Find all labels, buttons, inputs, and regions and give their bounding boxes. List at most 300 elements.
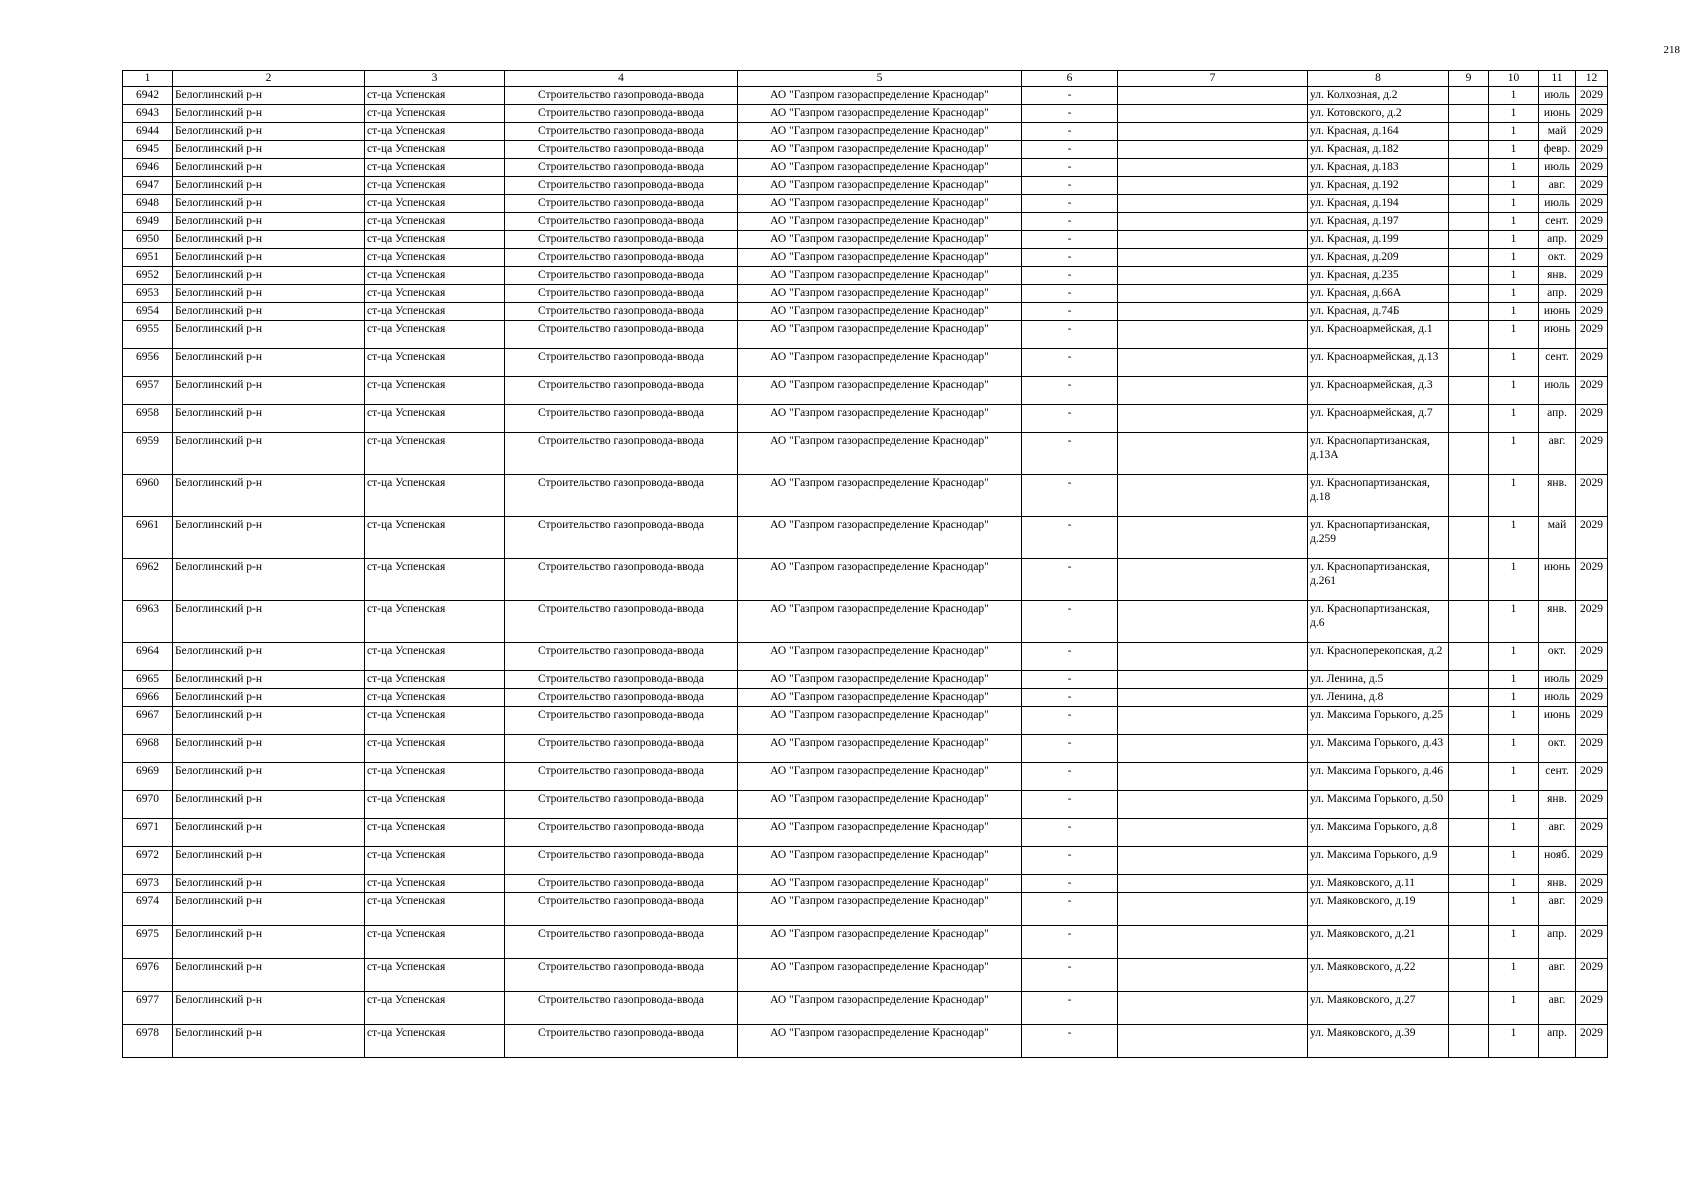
settlement-cell: ст-ца Успенская bbox=[365, 517, 505, 559]
work-type-cell: Строительство газопровода-ввода bbox=[505, 819, 738, 847]
quantity-cell: 1 bbox=[1489, 992, 1539, 1025]
address-cell: ул. Ленина, д.8 bbox=[1308, 689, 1449, 707]
settlement-cell: ст-ца Успенская bbox=[365, 689, 505, 707]
work-type-cell: Строительство газопровода-ввода bbox=[505, 926, 738, 959]
column-6-cell: - bbox=[1022, 87, 1118, 105]
row-number: 6962 bbox=[123, 559, 173, 601]
work-type-cell: Строительство газопровода-ввода bbox=[505, 141, 738, 159]
month-cell: сент. bbox=[1539, 763, 1576, 791]
address-cell: ул. Максима Горького, д.43 bbox=[1308, 735, 1449, 763]
organization-cell: АО "Газпром газораспределение Краснодар" bbox=[738, 992, 1022, 1025]
work-type-cell: Строительство газопровода-ввода bbox=[505, 893, 738, 926]
organization-cell: АО "Газпром газораспределение Краснодар" bbox=[738, 303, 1022, 321]
table-row bbox=[123, 267, 1608, 285]
year-cell: 2029 bbox=[1576, 249, 1608, 267]
settlement-cell: ст-ца Успенская bbox=[365, 959, 505, 992]
organization-cell: АО "Газпром газораспределение Краснодар" bbox=[738, 875, 1022, 893]
column-9-cell bbox=[1449, 992, 1489, 1025]
table-row bbox=[123, 249, 1608, 267]
column-7-cell bbox=[1118, 847, 1308, 875]
quantity-cell: 1 bbox=[1489, 349, 1539, 377]
settlement-cell: ст-ца Успенская bbox=[365, 141, 505, 159]
column-6-cell: - bbox=[1022, 349, 1118, 377]
organization-cell: АО "Газпром газораспределение Краснодар" bbox=[738, 893, 1022, 926]
district-cell: Белоглинский р-н bbox=[173, 959, 365, 992]
column-9-cell bbox=[1449, 707, 1489, 735]
row-number: 6954 bbox=[123, 303, 173, 321]
column-9-cell bbox=[1449, 559, 1489, 601]
row-number: 6942 bbox=[123, 87, 173, 105]
settlement-cell: ст-ца Успенская bbox=[365, 349, 505, 377]
column-7-cell bbox=[1118, 1025, 1308, 1058]
year-cell: 2029 bbox=[1576, 303, 1608, 321]
table-row bbox=[123, 177, 1608, 195]
column-9-cell bbox=[1449, 303, 1489, 321]
month-cell: авг. bbox=[1539, 177, 1576, 195]
quantity-cell: 1 bbox=[1489, 893, 1539, 926]
column-7-cell bbox=[1118, 671, 1308, 689]
column-9-cell bbox=[1449, 689, 1489, 707]
quantity-cell: 1 bbox=[1489, 689, 1539, 707]
work-type-cell: Строительство газопровода-ввода bbox=[505, 875, 738, 893]
row-number: 6974 bbox=[123, 893, 173, 926]
settlement-cell: ст-ца Успенская bbox=[365, 643, 505, 671]
month-cell: июль bbox=[1539, 377, 1576, 405]
row-number: 6956 bbox=[123, 349, 173, 377]
column-7-cell bbox=[1118, 231, 1308, 249]
year-cell: 2029 bbox=[1576, 559, 1608, 601]
table-row bbox=[123, 559, 1608, 601]
table-row bbox=[123, 213, 1608, 231]
district-cell: Белоглинский р-н bbox=[173, 231, 365, 249]
month-cell: май bbox=[1539, 517, 1576, 559]
column-9-cell bbox=[1449, 875, 1489, 893]
column-7-cell bbox=[1118, 303, 1308, 321]
row-number: 6967 bbox=[123, 707, 173, 735]
column-6-cell: - bbox=[1022, 735, 1118, 763]
year-cell: 2029 bbox=[1576, 159, 1608, 177]
year-cell: 2029 bbox=[1576, 671, 1608, 689]
organization-cell: АО "Газпром газораспределение Краснодар" bbox=[738, 195, 1022, 213]
column-6-cell: - bbox=[1022, 992, 1118, 1025]
row-number: 6963 bbox=[123, 601, 173, 643]
work-type-cell: Строительство газопровода-ввода bbox=[505, 959, 738, 992]
organization-cell: АО "Газпром газораспределение Краснодар" bbox=[738, 267, 1022, 285]
column-header: 1 bbox=[123, 71, 173, 87]
column-header: 10 bbox=[1489, 71, 1539, 87]
district-cell: Белоглинский р-н bbox=[173, 475, 365, 517]
district-cell: Белоглинский р-н bbox=[173, 285, 365, 303]
district-cell: Белоглинский р-н bbox=[173, 141, 365, 159]
organization-cell: АО "Газпром газораспределение Краснодар" bbox=[738, 321, 1022, 349]
column-7-cell bbox=[1118, 819, 1308, 847]
row-number: 6943 bbox=[123, 105, 173, 123]
district-cell: Белоглинский р-н bbox=[173, 643, 365, 671]
table-row bbox=[123, 671, 1608, 689]
district-cell: Белоглинский р-н bbox=[173, 517, 365, 559]
work-type-cell: Строительство газопровода-ввода bbox=[505, 601, 738, 643]
column-header: 8 bbox=[1308, 71, 1449, 87]
table-row bbox=[123, 763, 1608, 791]
settlement-cell: ст-ца Успенская bbox=[365, 893, 505, 926]
settlement-cell: ст-ца Успенская bbox=[365, 159, 505, 177]
column-6-cell: - bbox=[1022, 959, 1118, 992]
quantity-cell: 1 bbox=[1489, 559, 1539, 601]
column-7-cell bbox=[1118, 123, 1308, 141]
column-header: 3 bbox=[365, 71, 505, 87]
row-number: 6975 bbox=[123, 926, 173, 959]
column-9-cell bbox=[1449, 671, 1489, 689]
column-9-cell bbox=[1449, 349, 1489, 377]
column-9-cell bbox=[1449, 159, 1489, 177]
column-6-cell: - bbox=[1022, 123, 1118, 141]
table-row bbox=[123, 377, 1608, 405]
year-cell: 2029 bbox=[1576, 213, 1608, 231]
quantity-cell: 1 bbox=[1489, 231, 1539, 249]
year-cell: 2029 bbox=[1576, 321, 1608, 349]
address-cell: ул. Маяковского, д.11 bbox=[1308, 875, 1449, 893]
settlement-cell: ст-ца Успенская bbox=[365, 249, 505, 267]
work-type-cell: Строительство газопровода-ввода bbox=[505, 159, 738, 177]
organization-cell: АО "Газпром газораспределение Краснодар" bbox=[738, 926, 1022, 959]
district-cell: Белоглинский р-н bbox=[173, 377, 365, 405]
column-7-cell bbox=[1118, 321, 1308, 349]
organization-cell: АО "Газпром газораспределение Краснодар" bbox=[738, 285, 1022, 303]
year-cell: 2029 bbox=[1576, 177, 1608, 195]
month-cell: июнь bbox=[1539, 559, 1576, 601]
table-row bbox=[123, 819, 1608, 847]
quantity-cell: 1 bbox=[1489, 321, 1539, 349]
year-cell: 2029 bbox=[1576, 847, 1608, 875]
address-cell: ул. Маяковского, д.21 bbox=[1308, 926, 1449, 959]
address-cell: ул. Красноармейская, д.7 bbox=[1308, 405, 1449, 433]
column-7-cell bbox=[1118, 763, 1308, 791]
quantity-cell: 1 bbox=[1489, 123, 1539, 141]
table-row bbox=[123, 517, 1608, 559]
district-cell: Белоглинский р-н bbox=[173, 405, 365, 433]
row-number: 6965 bbox=[123, 671, 173, 689]
column-9-cell bbox=[1449, 377, 1489, 405]
year-cell: 2029 bbox=[1576, 735, 1608, 763]
row-number: 6970 bbox=[123, 791, 173, 819]
table-row bbox=[123, 87, 1608, 105]
row-number: 6973 bbox=[123, 875, 173, 893]
month-cell: янв. bbox=[1539, 875, 1576, 893]
quantity-cell: 1 bbox=[1489, 847, 1539, 875]
column-9-cell bbox=[1449, 249, 1489, 267]
row-number: 6950 bbox=[123, 231, 173, 249]
organization-cell: АО "Газпром газораспределение Краснодар" bbox=[738, 559, 1022, 601]
column-6-cell: - bbox=[1022, 141, 1118, 159]
table-row bbox=[123, 791, 1608, 819]
table-row bbox=[123, 303, 1608, 321]
column-6-cell: - bbox=[1022, 405, 1118, 433]
organization-cell: АО "Газпром газораспределение Краснодар" bbox=[738, 959, 1022, 992]
month-cell: апр. bbox=[1539, 405, 1576, 433]
settlement-cell: ст-ца Успенская bbox=[365, 105, 505, 123]
column-header: 12 bbox=[1576, 71, 1608, 87]
column-6-cell: - bbox=[1022, 601, 1118, 643]
column-7-cell bbox=[1118, 643, 1308, 671]
column-6-cell: - bbox=[1022, 177, 1118, 195]
settlement-cell: ст-ца Успенская bbox=[365, 377, 505, 405]
column-7-cell bbox=[1118, 405, 1308, 433]
year-cell: 2029 bbox=[1576, 707, 1608, 735]
column-9-cell bbox=[1449, 87, 1489, 105]
settlement-cell: ст-ца Успенская bbox=[365, 819, 505, 847]
month-cell: июнь bbox=[1539, 303, 1576, 321]
column-9-cell bbox=[1449, 433, 1489, 475]
row-number: 6952 bbox=[123, 267, 173, 285]
work-type-cell: Строительство газопровода-ввода bbox=[505, 689, 738, 707]
table-row bbox=[123, 195, 1608, 213]
quantity-cell: 1 bbox=[1489, 671, 1539, 689]
month-cell: апр. bbox=[1539, 285, 1576, 303]
settlement-cell: ст-ца Успенская bbox=[365, 735, 505, 763]
address-cell: ул. Колхозная, д.2 bbox=[1308, 87, 1449, 105]
address-cell: ул. Красная, д.74Б bbox=[1308, 303, 1449, 321]
settlement-cell: ст-ца Успенская bbox=[365, 321, 505, 349]
column-9-cell bbox=[1449, 819, 1489, 847]
row-number: 6953 bbox=[123, 285, 173, 303]
settlement-cell: ст-ца Успенская bbox=[365, 671, 505, 689]
month-cell: май bbox=[1539, 123, 1576, 141]
quantity-cell: 1 bbox=[1489, 195, 1539, 213]
table-row bbox=[123, 231, 1608, 249]
column-7-cell bbox=[1118, 285, 1308, 303]
settlement-cell: ст-ца Успенская bbox=[365, 123, 505, 141]
column-9-cell bbox=[1449, 763, 1489, 791]
organization-cell: АО "Газпром газораспределение Краснодар" bbox=[738, 735, 1022, 763]
organization-cell: АО "Газпром газораспределение Краснодар" bbox=[738, 819, 1022, 847]
row-number: 6966 bbox=[123, 689, 173, 707]
row-number: 6968 bbox=[123, 735, 173, 763]
organization-cell: АО "Газпром газораспределение Краснодар" bbox=[738, 349, 1022, 377]
column-9-cell bbox=[1449, 517, 1489, 559]
district-cell: Белоглинский р-н bbox=[173, 213, 365, 231]
column-7-cell bbox=[1118, 141, 1308, 159]
work-type-cell: Строительство газопровода-ввода bbox=[505, 671, 738, 689]
organization-cell: АО "Газпром газораспределение Краснодар" bbox=[738, 689, 1022, 707]
organization-cell: АО "Газпром газораспределение Краснодар" bbox=[738, 159, 1022, 177]
column-9-cell bbox=[1449, 847, 1489, 875]
column-7-cell bbox=[1118, 213, 1308, 231]
quantity-cell: 1 bbox=[1489, 959, 1539, 992]
organization-cell: АО "Газпром газораспределение Краснодар" bbox=[738, 213, 1022, 231]
column-6-cell: - bbox=[1022, 689, 1118, 707]
year-cell: 2029 bbox=[1576, 105, 1608, 123]
column-7-cell bbox=[1118, 707, 1308, 735]
month-cell: апр. bbox=[1539, 926, 1576, 959]
organization-cell: АО "Газпром газораспределение Краснодар" bbox=[738, 1025, 1022, 1058]
settlement-cell: ст-ца Успенская bbox=[365, 213, 505, 231]
column-6-cell: - bbox=[1022, 847, 1118, 875]
quantity-cell: 1 bbox=[1489, 267, 1539, 285]
quantity-cell: 1 bbox=[1489, 303, 1539, 321]
settlement-cell: ст-ца Успенская bbox=[365, 303, 505, 321]
quantity-cell: 1 bbox=[1489, 405, 1539, 433]
month-cell: июнь bbox=[1539, 707, 1576, 735]
column-6-cell: - bbox=[1022, 303, 1118, 321]
year-cell: 2029 bbox=[1576, 763, 1608, 791]
organization-cell: АО "Газпром газораспределение Краснодар" bbox=[738, 791, 1022, 819]
quantity-cell: 1 bbox=[1489, 433, 1539, 475]
table-row bbox=[123, 601, 1608, 643]
column-6-cell: - bbox=[1022, 517, 1118, 559]
column-7-cell bbox=[1118, 992, 1308, 1025]
district-cell: Белоглинский р-н bbox=[173, 87, 365, 105]
organization-cell: АО "Газпром газораспределение Краснодар" bbox=[738, 517, 1022, 559]
month-cell: авг. bbox=[1539, 819, 1576, 847]
column-7-cell bbox=[1118, 177, 1308, 195]
page-number: 218 bbox=[1663, 44, 1680, 56]
month-cell: авг. bbox=[1539, 893, 1576, 926]
column-6-cell: - bbox=[1022, 791, 1118, 819]
column-6-cell: - bbox=[1022, 213, 1118, 231]
district-cell: Белоглинский р-н bbox=[173, 763, 365, 791]
quantity-cell: 1 bbox=[1489, 791, 1539, 819]
column-7-cell bbox=[1118, 559, 1308, 601]
column-9-cell bbox=[1449, 791, 1489, 819]
work-type-cell: Строительство газопровода-ввода bbox=[505, 267, 738, 285]
column-7-cell bbox=[1118, 377, 1308, 405]
address-cell: ул. Краснопартизанская, д.259 bbox=[1308, 517, 1449, 559]
address-cell: ул. Красноперекопская, д.2 bbox=[1308, 643, 1449, 671]
work-type-cell: Строительство газопровода-ввода bbox=[505, 559, 738, 601]
work-type-cell: Строительство газопровода-ввода bbox=[505, 763, 738, 791]
quantity-cell: 1 bbox=[1489, 377, 1539, 405]
column-9-cell bbox=[1449, 141, 1489, 159]
column-7-cell bbox=[1118, 349, 1308, 377]
column-7-cell bbox=[1118, 893, 1308, 926]
year-cell: 2029 bbox=[1576, 141, 1608, 159]
column-9-cell bbox=[1449, 475, 1489, 517]
quantity-cell: 1 bbox=[1489, 707, 1539, 735]
quantity-cell: 1 bbox=[1489, 87, 1539, 105]
work-type-cell: Строительство газопровода-ввода bbox=[505, 213, 738, 231]
quantity-cell: 1 bbox=[1489, 875, 1539, 893]
row-number: 6976 bbox=[123, 959, 173, 992]
column-header: 5 bbox=[738, 71, 1022, 87]
year-cell: 2029 bbox=[1576, 377, 1608, 405]
settlement-cell: ст-ца Успенская bbox=[365, 267, 505, 285]
quantity-cell: 1 bbox=[1489, 926, 1539, 959]
settlement-cell: ст-ца Успенская bbox=[365, 177, 505, 195]
district-cell: Белоглинский р-н bbox=[173, 875, 365, 893]
column-6-cell: - bbox=[1022, 231, 1118, 249]
district-cell: Белоглинский р-н bbox=[173, 349, 365, 377]
row-number: 6971 bbox=[123, 819, 173, 847]
column-header: 6 bbox=[1022, 71, 1118, 87]
row-number: 6977 bbox=[123, 992, 173, 1025]
column-9-cell bbox=[1449, 123, 1489, 141]
row-number: 6948 bbox=[123, 195, 173, 213]
year-cell: 2029 bbox=[1576, 601, 1608, 643]
organization-cell: АО "Газпром газораспределение Краснодар" bbox=[738, 87, 1022, 105]
settlement-cell: ст-ца Успенская bbox=[365, 763, 505, 791]
month-cell: февр. bbox=[1539, 141, 1576, 159]
column-6-cell: - bbox=[1022, 707, 1118, 735]
table-row bbox=[123, 643, 1608, 671]
organization-cell: АО "Газпром газораспределение Краснодар" bbox=[738, 847, 1022, 875]
address-cell: ул. Максима Горького, д.8 bbox=[1308, 819, 1449, 847]
organization-cell: АО "Газпром газораспределение Краснодар" bbox=[738, 601, 1022, 643]
column-9-cell bbox=[1449, 195, 1489, 213]
column-header: 9 bbox=[1449, 71, 1489, 87]
year-cell: 2029 bbox=[1576, 959, 1608, 992]
organization-cell: АО "Газпром газораспределение Краснодар" bbox=[738, 105, 1022, 123]
district-cell: Белоглинский р-н bbox=[173, 159, 365, 177]
settlement-cell: ст-ца Успенская bbox=[365, 992, 505, 1025]
work-type-cell: Строительство газопровода-ввода bbox=[505, 123, 738, 141]
year-cell: 2029 bbox=[1576, 433, 1608, 475]
column-6-cell: - bbox=[1022, 267, 1118, 285]
work-type-cell: Строительство газопровода-ввода bbox=[505, 285, 738, 303]
row-number: 6958 bbox=[123, 405, 173, 433]
settlement-cell: ст-ца Успенская bbox=[365, 433, 505, 475]
address-cell: ул. Красная, д.66А bbox=[1308, 285, 1449, 303]
address-cell: ул. Красная, д.197 bbox=[1308, 213, 1449, 231]
year-cell: 2029 bbox=[1576, 285, 1608, 303]
year-cell: 2029 bbox=[1576, 87, 1608, 105]
column-7-cell bbox=[1118, 195, 1308, 213]
address-cell: ул. Красноармейская, д.3 bbox=[1308, 377, 1449, 405]
address-cell: ул. Красная, д.235 bbox=[1308, 267, 1449, 285]
column-9-cell bbox=[1449, 321, 1489, 349]
organization-cell: АО "Газпром газораспределение Краснодар" bbox=[738, 671, 1022, 689]
column-7-cell bbox=[1118, 735, 1308, 763]
quantity-cell: 1 bbox=[1489, 177, 1539, 195]
column-header: 4 bbox=[505, 71, 738, 87]
table-row bbox=[123, 105, 1608, 123]
month-cell: сент. bbox=[1539, 213, 1576, 231]
column-7-cell bbox=[1118, 105, 1308, 123]
year-cell: 2029 bbox=[1576, 643, 1608, 671]
address-cell: ул. Красная, д.192 bbox=[1308, 177, 1449, 195]
column-9-cell bbox=[1449, 405, 1489, 433]
organization-cell: АО "Газпром газораспределение Краснодар" bbox=[738, 249, 1022, 267]
work-type-cell: Строительство газопровода-ввода bbox=[505, 105, 738, 123]
year-cell: 2029 bbox=[1576, 819, 1608, 847]
table-row bbox=[123, 735, 1608, 763]
address-cell: ул. Красная, д.182 bbox=[1308, 141, 1449, 159]
district-cell: Белоглинский р-н bbox=[173, 559, 365, 601]
district-cell: Белоглинский р-н bbox=[173, 992, 365, 1025]
row-number: 6959 bbox=[123, 433, 173, 475]
month-cell: янв. bbox=[1539, 267, 1576, 285]
month-cell: янв. bbox=[1539, 601, 1576, 643]
address-cell: ул. Красноармейская, д.13 bbox=[1308, 349, 1449, 377]
column-6-cell: - bbox=[1022, 875, 1118, 893]
month-cell: июнь bbox=[1539, 105, 1576, 123]
month-cell: авг. bbox=[1539, 992, 1576, 1025]
organization-cell: АО "Газпром газораспределение Краснодар" bbox=[738, 707, 1022, 735]
column-7-cell bbox=[1118, 959, 1308, 992]
month-cell: июль bbox=[1539, 87, 1576, 105]
quantity-cell: 1 bbox=[1489, 213, 1539, 231]
column-header: 11 bbox=[1539, 71, 1576, 87]
table-row bbox=[123, 159, 1608, 177]
settlement-cell: ст-ца Успенская bbox=[365, 847, 505, 875]
row-number: 6945 bbox=[123, 141, 173, 159]
address-cell: ул. Маяковского, д.39 bbox=[1308, 1025, 1449, 1058]
settlement-cell: ст-ца Успенская bbox=[365, 601, 505, 643]
settlement-cell: ст-ца Успенская bbox=[365, 875, 505, 893]
settlement-cell: ст-ца Успенская bbox=[365, 475, 505, 517]
address-cell: ул. Маяковского, д.22 bbox=[1308, 959, 1449, 992]
work-type-cell: Строительство газопровода-ввода bbox=[505, 992, 738, 1025]
table-row bbox=[123, 405, 1608, 433]
